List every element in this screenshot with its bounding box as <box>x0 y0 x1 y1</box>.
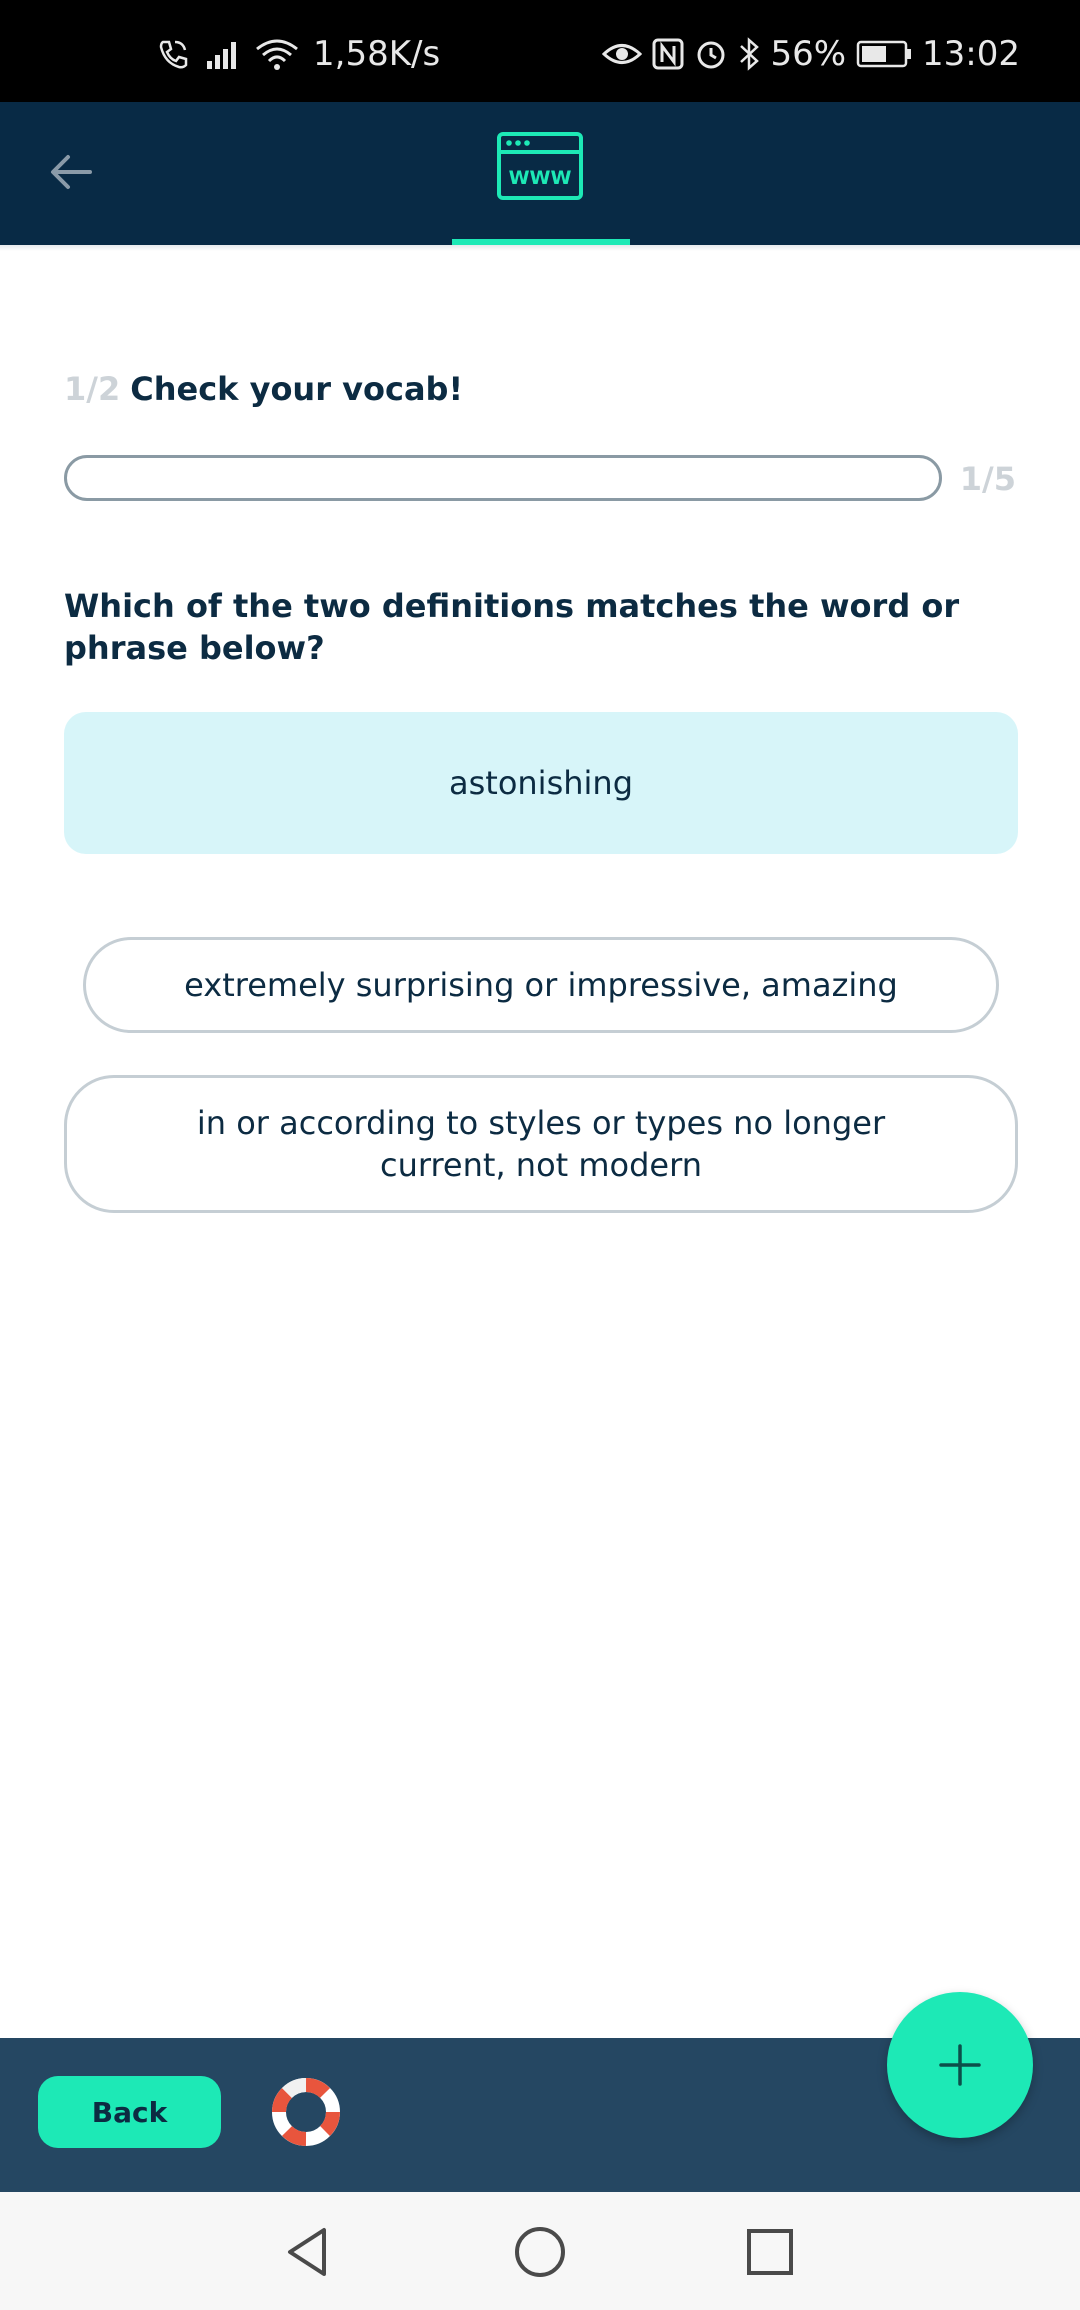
back-button[interactable]: Back <box>38 2076 221 2148</box>
bluetooth-icon <box>738 37 760 71</box>
clock-time: 13:02 <box>922 34 1020 74</box>
lesson-title-text: Check your vocab! <box>130 370 464 408</box>
battery-percent: 56% <box>770 34 847 74</box>
answer-option-2-text: in or according to styles or types no longer current, not modern <box>196 1104 886 1184</box>
nav-back-icon[interactable] <box>280 2222 340 2282</box>
progress-bar <box>64 455 942 501</box>
nav-home-icon[interactable] <box>510 2222 570 2282</box>
status-right <box>602 34 1020 74</box>
nav-recent-icon[interactable] <box>740 2222 800 2282</box>
answer-option-1[interactable] <box>83 937 999 1033</box>
back-arrow-icon[interactable] <box>44 144 100 200</box>
alarm-icon <box>694 37 728 71</box>
lesson-step: 1/2 <box>64 370 121 408</box>
status-left <box>155 34 440 74</box>
word-card <box>64 712 1018 854</box>
plus-icon <box>937 2042 983 2088</box>
www-icon-text: WWW <box>508 167 572 189</box>
lifebuoy-icon[interactable] <box>270 2076 342 2148</box>
status-bar <box>0 0 1080 102</box>
app-header <box>0 102 1080 245</box>
nfc-icon <box>652 38 684 70</box>
wifi-icon <box>255 37 299 71</box>
www-icon <box>497 132 583 200</box>
battery-icon <box>856 40 912 68</box>
network-speed: 1,58K/s <box>313 34 441 74</box>
progress-count: 1/5 <box>959 460 1016 498</box>
wifi-calling-icon <box>155 36 191 72</box>
add-button[interactable] <box>887 1992 1033 2138</box>
lesson-title <box>64 370 463 408</box>
header-shadow <box>0 245 1080 251</box>
answer-option-1-text: extremely surprising or impressive, amazing <box>184 966 898 1004</box>
tab-www[interactable] <box>452 102 630 245</box>
system-nav-bar <box>0 2192 1080 2310</box>
answer-option-2[interactable] <box>64 1075 1018 1213</box>
eye-icon <box>602 39 642 69</box>
signal-icon <box>205 39 241 69</box>
question-prompt: Which of the two definitions matches the word or phrase below? <box>64 587 960 667</box>
target-word: astonishing <box>448 764 633 802</box>
